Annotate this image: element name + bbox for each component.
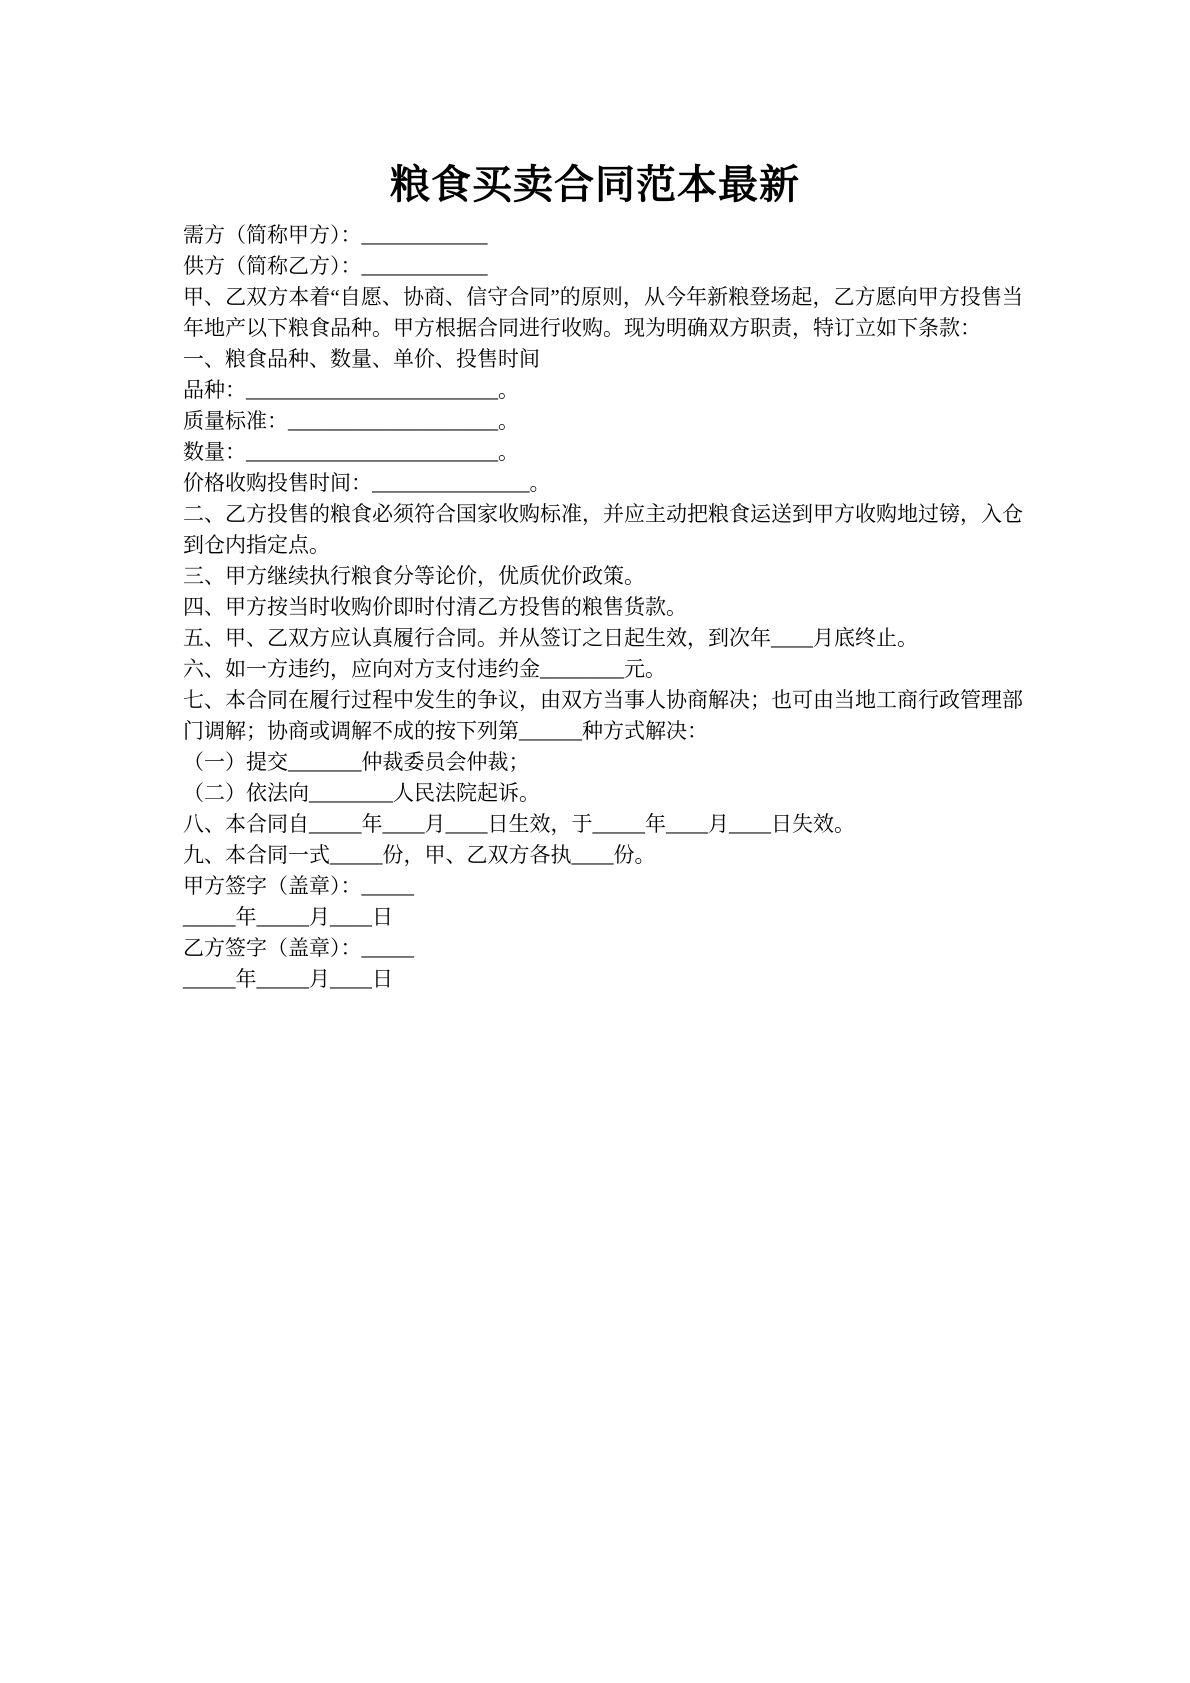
party-a-signature-line: 甲方签字（盖章）：_____ (183, 874, 414, 898)
clause-4-paragraph: 四、甲方按当时收购价即时付清乙方投售的粮售货款。 (183, 595, 687, 619)
clause-6-paragraph: 六、如一方违约，应向对方支付违约金________元。 (183, 657, 666, 681)
preamble-paragraph: 甲、乙双方本着“自愿、协商、信守合同”的原则，从今年新粮登场起，乙方愿向甲方投售当年地产以下粮食品种。甲方根据合同进行收购。现为明确双方职责，特订立如下条款： (183, 285, 1023, 340)
page-title: 粮食买卖合同范本最新 (390, 162, 800, 207)
clause-7-option-2: （二）依法向________人民法院起诉。 (183, 781, 540, 805)
document-body (183, 220, 1023, 995)
quality-standard-blank-line: 质量标准：____________________。 (183, 409, 519, 433)
clause-8-paragraph: 八、本合同自_____年____月____日生效，于_____年____月____日失效。 (183, 812, 855, 836)
buyer-party-line: 需方（简称甲方）：____________ (183, 223, 488, 247)
party-b-date-line: _____年_____月____日 (183, 967, 393, 991)
supplier-party-line: 供方（简称乙方）：____________ (183, 254, 488, 278)
party-a-date-line: _____年_____月____日 (183, 905, 393, 929)
party-b-signature-line: 乙方签字（盖章）：_____ (183, 936, 414, 960)
clause-7-paragraph: 七、本合同在履行过程中发生的争议，由双方当事人协商解决；也可由当地工商行政管理部门调解；协商或调解不成的按下列第______种方式解决： (183, 688, 1023, 743)
clause-7-option-1: （一）提交_______仲裁委员会仲裁； (183, 750, 530, 774)
clause-2-paragraph: 二、乙方投售的粮食必须符合国家收购标准，并应主动把粮食运送到甲方收购地过镑，入仓到仓内指定点。 (183, 502, 1023, 557)
clause-5-paragraph: 五、甲、乙双方应认真履行合同。并从签订之日起生效，到次年____月底终止。 (183, 626, 918, 650)
price-time-blank-line: 价格收购投售时间：_______________。 (183, 471, 551, 495)
clause-1-heading: 一、粮食品种、数量、单价、投售时间 (183, 347, 540, 371)
clause-9-paragraph: 九、本合同一式_____份，甲、乙双方各执____份。 (183, 843, 656, 867)
clause-3-paragraph: 三、甲方继续执行粮食分等论价，优质优价政策。 (183, 564, 645, 588)
quantity-blank-line: 数量：________________________。 (183, 440, 519, 464)
variety-blank-line: 品种：________________________。 (183, 378, 519, 402)
